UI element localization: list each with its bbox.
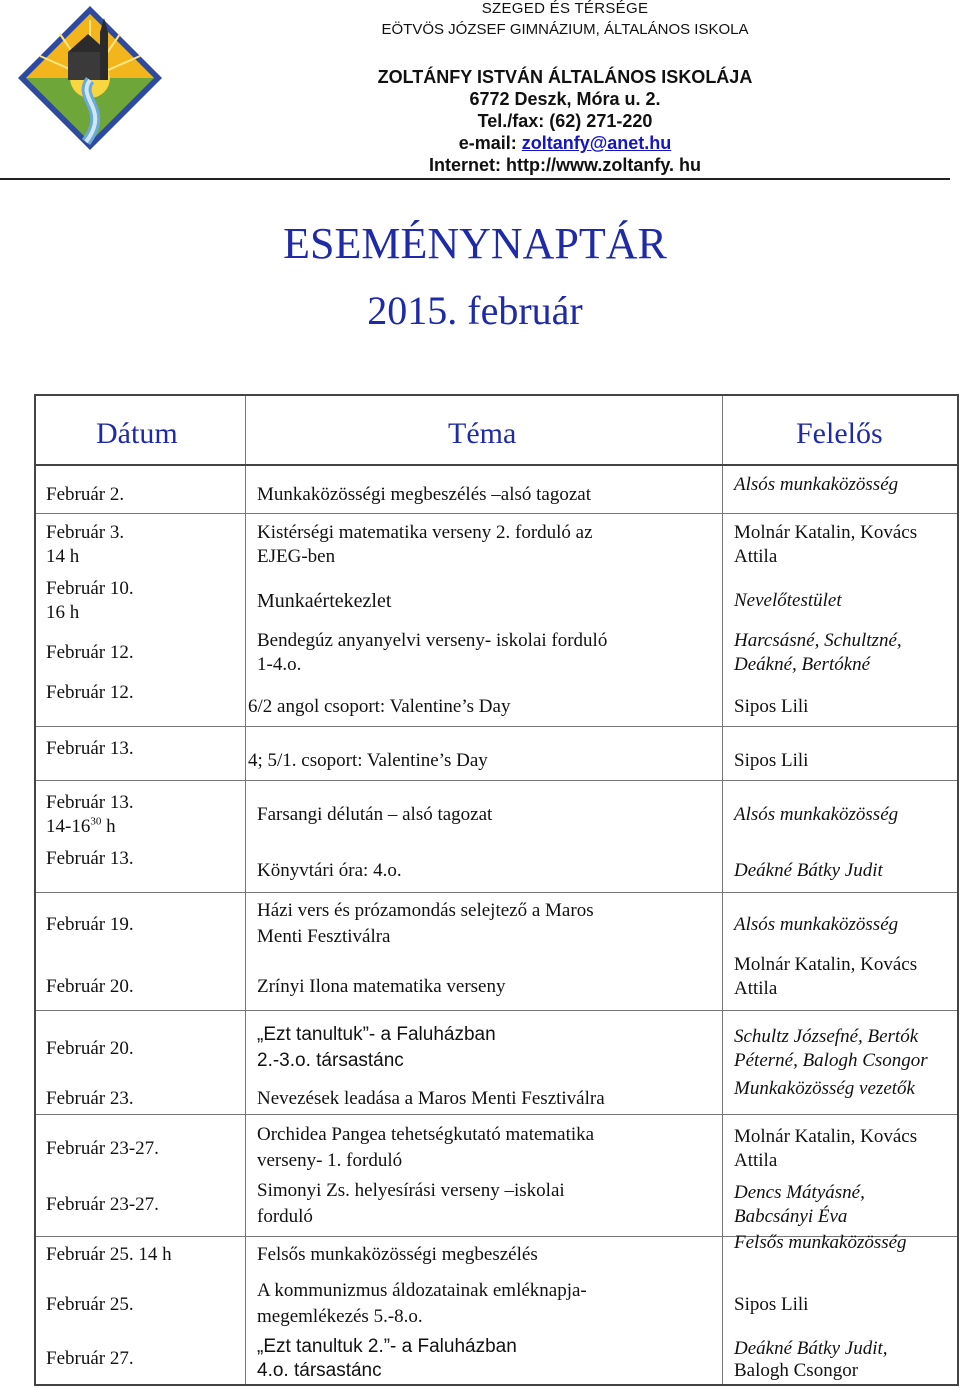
date-cell: Február 3. [46,522,125,543]
topic-cell-line2: forduló [257,1206,313,1227]
row-separator [36,1010,957,1011]
topic-cell: A kommunizmus áldozatainak emléknapja- [257,1280,587,1301]
row-separator [36,726,957,727]
responsible-cell: Sipos Lili [734,696,809,717]
topic-cell-line2: 2.-3.o. társastánc [257,1050,404,1071]
date-cell: Február 25. [46,1294,134,1315]
date-cell: Február 10. [46,578,134,599]
responsible-cell: Sipos Lili [734,1294,809,1315]
topic-cell: Könyvtári óra: 4.o. [257,860,402,881]
responsible-cell: Felsős munkaközösség [734,1232,907,1253]
topic-cell: Kistérségi matematika verseny 2. forduló az [257,522,593,543]
responsible-cell: Harcsásné, Schultzné, [734,630,902,651]
responsible-cell-line2: Babcsányi Éva [734,1206,848,1227]
date-cell: Február 19. [46,914,134,935]
date-cell: Február 23-27. [46,1194,159,1215]
date-cell: Február 13. [46,792,134,813]
column-header-responsible: Felelős [796,417,883,450]
topic-cell: Farsangi délután – alsó tagozat [257,804,493,825]
topic-cell-line2: 4.o. társastánc [257,1360,382,1381]
responsible-cell-line2: Attila [734,978,778,999]
responsible-cell: Nevelőtestület [734,590,842,611]
header-separator [36,464,957,466]
topic-cell-line2: megemlékezés 5.-8.o. [257,1306,423,1327]
topic-cell: Felsős munkaközösségi megbeszélés [257,1244,538,1265]
date-time-minutes: 30 [90,815,102,828]
row-separator [36,780,957,781]
topic-cell: Nevezések leadása a Maros Menti Fesztiválra [257,1088,605,1109]
school-phone: Tel./fax: (62) 271-220 [477,111,653,131]
school-address: 6772 Deszk, Móra u. 2. [469,89,661,109]
date-time: 16 h [46,602,80,623]
topic-cell-line2: EJEG-ben [257,546,336,567]
responsible-cell: Alsós munkaközösség [734,474,899,495]
date-cell: Február 20. [46,976,134,997]
column-header-date: Dátum [96,417,178,450]
date-cell: Február 27. [46,1348,134,1369]
topic-cell: Munkaértekezlet [257,590,392,612]
page-subtitle: 2015. február [367,288,583,333]
topic-cell: Házi vers és prózamondás selejtező a Maros [257,900,594,921]
school-logo-icon [16,4,164,152]
email-label: e-mail: [458,133,522,153]
responsible-cell-line2: Péterné, Balogh Csongor [734,1050,928,1071]
responsible-cell: Schultz Józsefné, Bertók [734,1026,919,1047]
responsible-cell: Munkaközösség vezetők [734,1078,915,1099]
date-cell: Február 23-27. [46,1138,159,1159]
date-cell: Február 23. [46,1088,134,1109]
date-cell: Február 20. [46,1038,134,1059]
date-cell: Február 12. [46,642,134,663]
row-separator [36,1114,957,1115]
column-header-topic: Téma [448,417,517,450]
responsible-cell-line2: Deákné, Bertókné [734,654,871,675]
topic-cell-line2: Menti Fesztiválra [257,926,391,947]
school-email-line [170,132,960,154]
row-separator [36,513,957,514]
date-time-range: 14-16 [46,816,91,837]
date-cell: Február 13. [46,848,134,869]
topic-cell: „Ezt tanultuk 2.”- a Faluházban [257,1336,517,1357]
topic-cell-line2: verseny- 1. forduló [257,1150,403,1171]
responsible-cell: Molnár Katalin, Kovács [734,522,918,543]
responsible-cell: Deákné Bátky Judit [734,860,883,881]
topic-cell-line2: 1-4.o. [257,654,302,675]
topic-cell: Simonyi Zs. helyesírási verseny –iskolai [257,1180,565,1201]
responsible-cell-line2: Attila [734,1150,778,1171]
page-title: ESEMÉNYNAPTÁR [283,219,667,268]
topic-cell: 6/2 angol csoport: Valentine’s Day [248,696,511,717]
date-cell: Február 2. [46,484,125,505]
header-divider [0,178,950,180]
topic-cell: „Ezt tanultuk”- a Faluházban [257,1024,496,1045]
date-cell: Február 13. [46,738,134,759]
responsible-cell: Sipos Lili [734,750,809,771]
topic-cell: Munkaközösségi megbeszélés –alsó tagozat [257,484,591,505]
row-separator [36,892,957,893]
topic-cell: Zrínyi Ilona matematika verseny [257,976,506,997]
topic-cell: Orchidea Pangea tehetségkutató matematika [257,1124,595,1145]
date-time-unit: h [101,816,116,837]
responsible-cell: Alsós munkaközösség [734,914,899,935]
responsible-cell-line2: Attila [734,546,778,567]
school-website[interactable]: Internet: http://www.zoltanfy. hu [429,155,701,175]
event-calendar-table [34,394,959,1386]
responsible-cell: Deákné Bátky Judit, [734,1338,888,1359]
date-cell: Február 25. 14 h [46,1244,172,1265]
responsible-cell: Dencs Mátyásné, [734,1182,865,1203]
header-line1: SZEGED ÉS TÉRSÉGE [481,0,649,17]
date-time: 14 h [46,546,80,567]
school-name: ZOLTÁNFY ISTVÁN ÁLTALÁNOS ISKOLÁJA [377,67,753,87]
responsible-cell: Molnár Katalin, Kovács [734,954,918,975]
header-line2: EÖTVÖS JÓZSEF GIMNÁZIUM, ÁLTALÁNOS ISKOLA [381,21,749,38]
responsible-cell: Molnár Katalin, Kovács [734,1126,918,1147]
topic-cell: Bendegúz anyanyelvi verseny- iskolai forduló [257,630,608,651]
responsible-cell-line2: Balogh Csongor [734,1360,859,1381]
date-cell: Február 12. [46,682,134,703]
date-time [46,814,116,840]
topic-cell: 4; 5/1. csoport: Valentine’s Day [248,750,488,771]
email-link[interactable]: zoltanfy@anet.hu [521,133,672,153]
responsible-cell: Alsós munkaközösség [734,804,899,825]
